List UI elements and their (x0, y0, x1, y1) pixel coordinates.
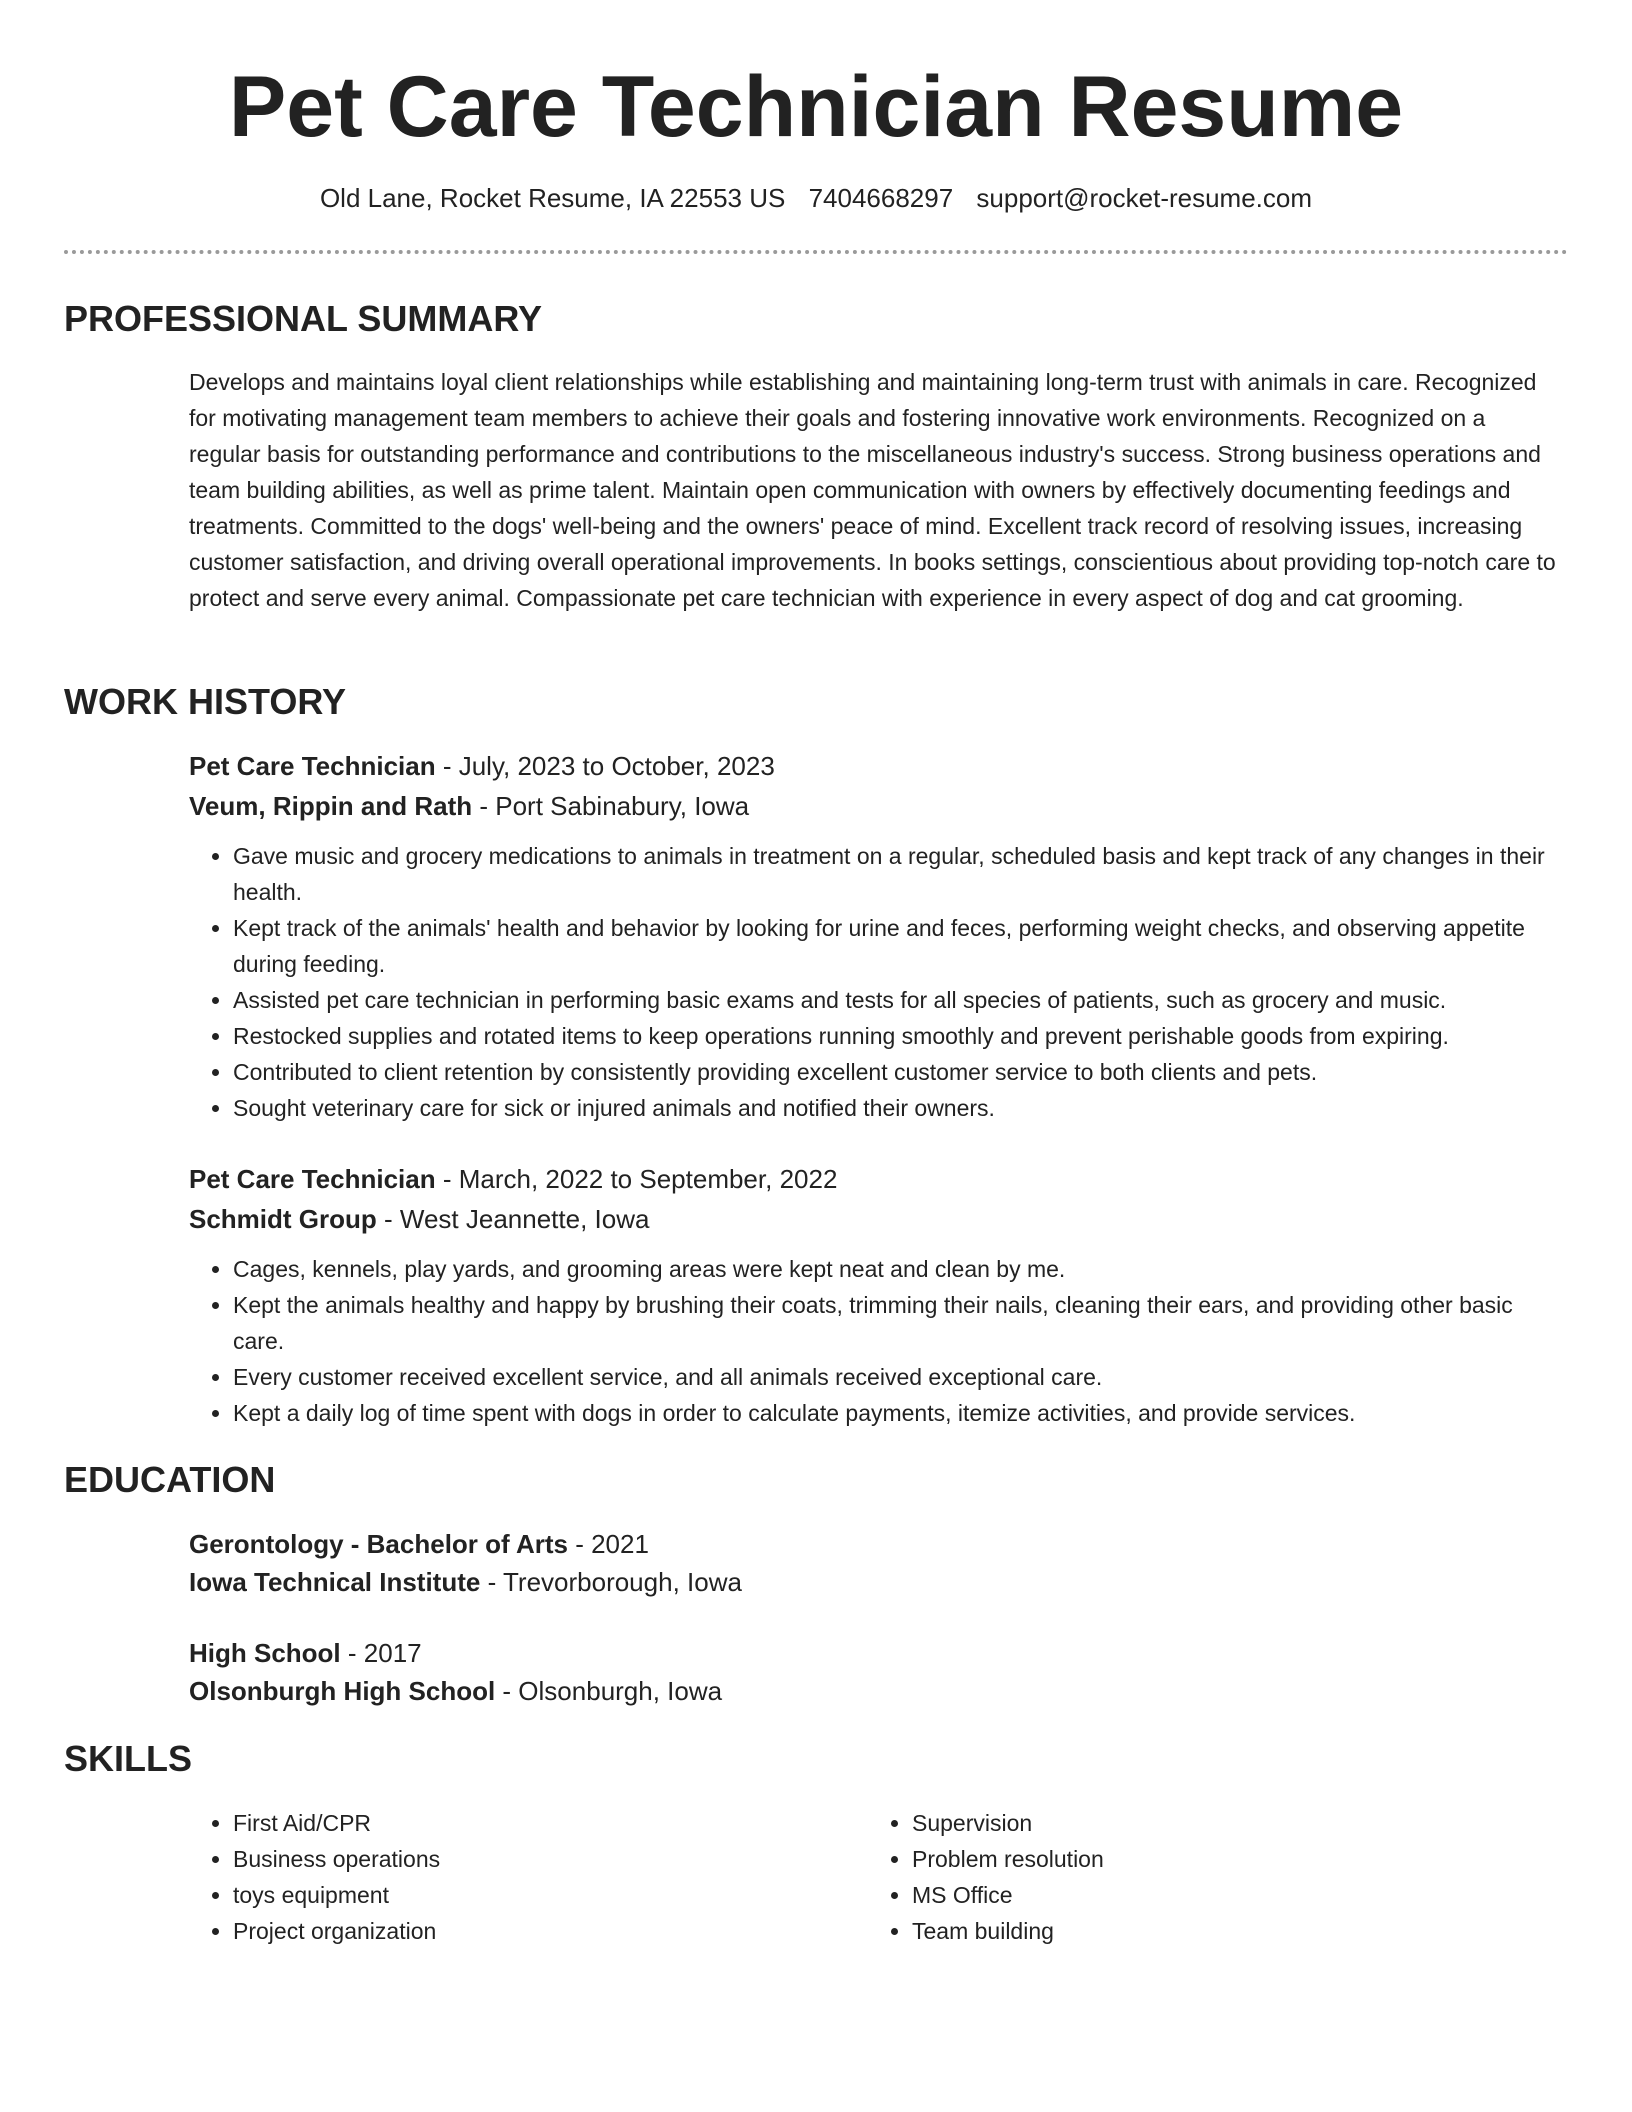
list-item: • Project organization (233, 1913, 749, 1949)
list-item: • First Aid/CPR (233, 1805, 749, 1841)
education-year: - 2021 (567, 1529, 649, 1559)
education-degree-line (189, 1634, 1569, 1672)
contact-address: Old Lane, Rocket Resume, IA 22553 US (319, 183, 786, 213)
job-location: - West Jeannette, Iowa (376, 1204, 650, 1234)
list-item: • Gave music and grocery medications to animals in treatment on a regular, scheduled basis and kept track of any changes in their health. (233, 838, 1569, 910)
job-dates: - March, 2022 to September, 2022 (435, 1164, 838, 1194)
list-item: • Sought veterinary care for sick or injured animals and notified their owners. (233, 1090, 1569, 1126)
job-entry (189, 1159, 1569, 1431)
summary-section (189, 364, 1559, 616)
list-item: • Team building (912, 1913, 1428, 1949)
skills-column-left (189, 1805, 749, 1949)
education-school-line (189, 1672, 1569, 1710)
education-degree: Gerontology - Bachelor of Arts (189, 1529, 568, 1559)
job-company: Schmidt Group (189, 1204, 377, 1234)
header-divider (64, 250, 1568, 254)
skills-column-right (868, 1805, 1428, 1949)
job-title-line (189, 1159, 1569, 1199)
education-degree: High School (189, 1638, 341, 1668)
skills-heading: SKILLS (64, 1738, 193, 1779)
job-title: Pet Care Technician (189, 1164, 436, 1194)
education-entry (189, 1634, 1569, 1710)
skills-list (189, 1805, 749, 1949)
list-item: • Assisted pet care technician in performing basic exams and tests for all species of patients, such as grocery and music. (233, 982, 1569, 1018)
skills-list (868, 1805, 1428, 1949)
job-company-line (189, 786, 1569, 826)
job-entry (189, 746, 1569, 1126)
summary-heading: PROFESSIONAL SUMMARY (64, 298, 543, 339)
list-item: • Every customer received excellent service, and all animals received exceptional care. (233, 1359, 1569, 1395)
education-degree-line (189, 1525, 1569, 1563)
page-title: Pet Care Technician Resume (228, 59, 1404, 155)
job-title: Pet Care Technician (189, 751, 436, 781)
education-location: - Trevorborough, Iowa (480, 1567, 742, 1597)
contact-line (0, 180, 1632, 216)
work-heading: WORK HISTORY (64, 681, 347, 722)
education-school: Iowa Technical Institute (189, 1567, 481, 1597)
list-item: • Kept the animals healthy and happy by brushing their coats, trimming their nails, cleaning their ears, and providing other basic care. (233, 1287, 1569, 1359)
list-item: • Business operations (233, 1841, 749, 1877)
list-item: • MS Office (912, 1877, 1428, 1913)
list-item: • Cages, kennels, play yards, and grooming areas were kept neat and clean by me. (233, 1251, 1569, 1287)
job-company: Veum, Rippin and Rath (189, 791, 473, 821)
education-year: - 2017 (340, 1638, 422, 1668)
job-dates: - July, 2023 to October, 2023 (435, 751, 775, 781)
list-item: • Supervision (912, 1805, 1428, 1841)
job-title-line (189, 746, 1569, 786)
summary-text: Develops and maintains loyal client relationships while establishing and maintaining long-term trust with animals in care. Recognized for motivating management team members to achieve their goals and fostering innovative work environments. Recognized on a regular basis for outstanding performance and contributions to the miscellaneous industry's success. Strong business operations and team building abilities, as well as prime talent. Maintain open communication with owners by effectively documenting feedings and treatments. Committed to the dogs' well-being and the owners' peace of mind. Excellent track record of resolving issues, increasing customer satisfaction, and driving overall operational improvements. In books settings, conscientious about providing top-notch care to protect and serve every animal. Compassionate pet care technician with experience in every aspect of dog and cat grooming. (189, 369, 1556, 611)
list-item: • Kept a daily log of time spent with dogs in order to calculate payments, itemize activities, and provide services. (233, 1395, 1569, 1431)
contact-phone: 7404668297 (808, 183, 954, 213)
education-school: Olsonburgh High School (189, 1676, 496, 1706)
list-item: • Problem resolution (912, 1841, 1428, 1877)
list-item: • Kept track of the animals' health and behavior by looking for urine and feces, performing weight checks, and observing appetite during feeding. (233, 910, 1569, 982)
job-location: - Port Sabinabury, Iowa (472, 791, 750, 821)
contact-email: support@rocket-resume.com (976, 183, 1313, 213)
list-item: • Contributed to client retention by consistently providing excellent customer service to both clients and pets. (233, 1054, 1569, 1090)
list-item: • Restocked supplies and rotated items to keep operations running smoothly and prevent perishable goods from expiring. (233, 1018, 1569, 1054)
education-entry (189, 1525, 1569, 1601)
job-bullets (189, 1251, 1569, 1431)
education-location: - Olsonburgh, Iowa (495, 1676, 723, 1706)
list-item: • toys equipment (233, 1877, 749, 1913)
education-heading: EDUCATION (64, 1459, 276, 1500)
job-company-line (189, 1199, 1569, 1239)
job-bullets (189, 838, 1569, 1126)
education-school-line (189, 1563, 1569, 1601)
